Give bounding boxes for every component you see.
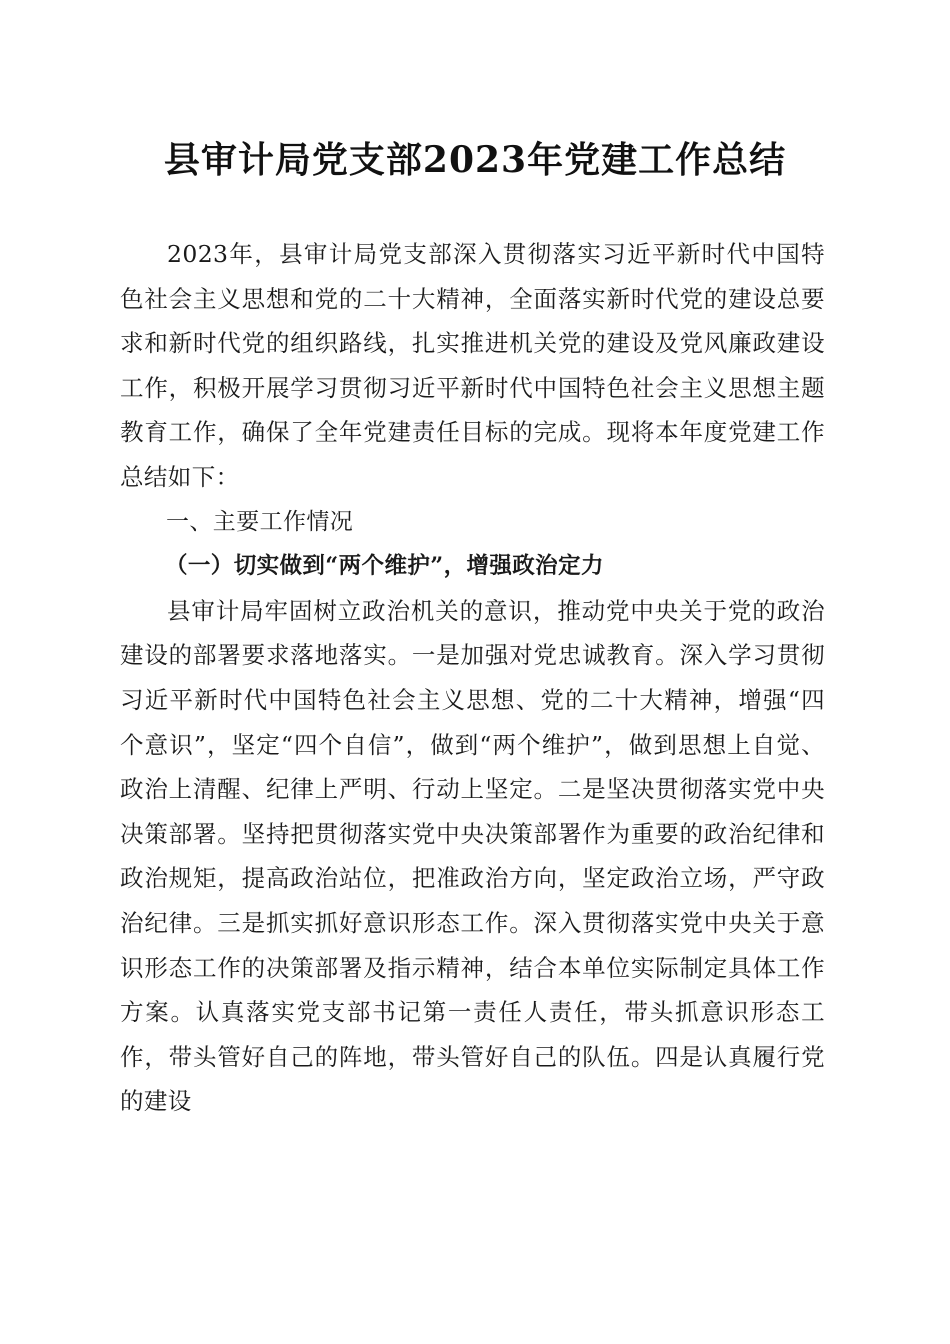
document-body <box>120 232 825 1124</box>
document-title: 县审计局党支部2023年党建工作总结 <box>163 139 787 181</box>
intro-paragraph: 2023年，县审计局党支部深入贯彻落实习近平新时代中国特色社会主义思想和党的二十大精神，全面落实新时代党的建设总要求和新时代党的组织路线，扎实推进机关党的建设及党风廉政建设工作，积极开展学习贯彻习近平新时代中国特色社会主义思想主题教育工作，确保了全年党建责任目标的完成。现将本年度党建工作总结如下： <box>120 240 825 491</box>
body-paragraph: 县审计局牢固树立政治机关的意识，推动党中央关于党的政治建设的部署要求落地落实。一是加强对党忠诚教育。深入学习贯彻习近平新时代中国特色社会主义思想、党的二十大精神，增强“四个意识”，坚定“四个自信”，做到“两个维护”，做到思想上自觉、政治上清醒、纪律上严明、行动上坚定。二是坚决贯彻落实党中央决策部署。坚持把贯彻落实党中央决策部署作为重要的政治纪律和政治规矩，提高政治站位，把准政治方向，坚定政治立场，严守政治纪律。三是抓实抓好意识形态工作。深入贯彻落实党中央关于意识形态工作的决策部署及指示精神，结合本单位实际制定具体工作方案。认真落实党支部书记第一责任人责任，带头抓意识形态工作，带头管好自己的阵地，带头管好自己的队伍。四是认真履行党的建设 <box>120 596 825 1116</box>
section-heading: 一、主要工作情况 <box>166 508 354 535</box>
subsection-heading: （一）切实做到“两个维护”，增强政治定力 <box>165 553 604 580</box>
